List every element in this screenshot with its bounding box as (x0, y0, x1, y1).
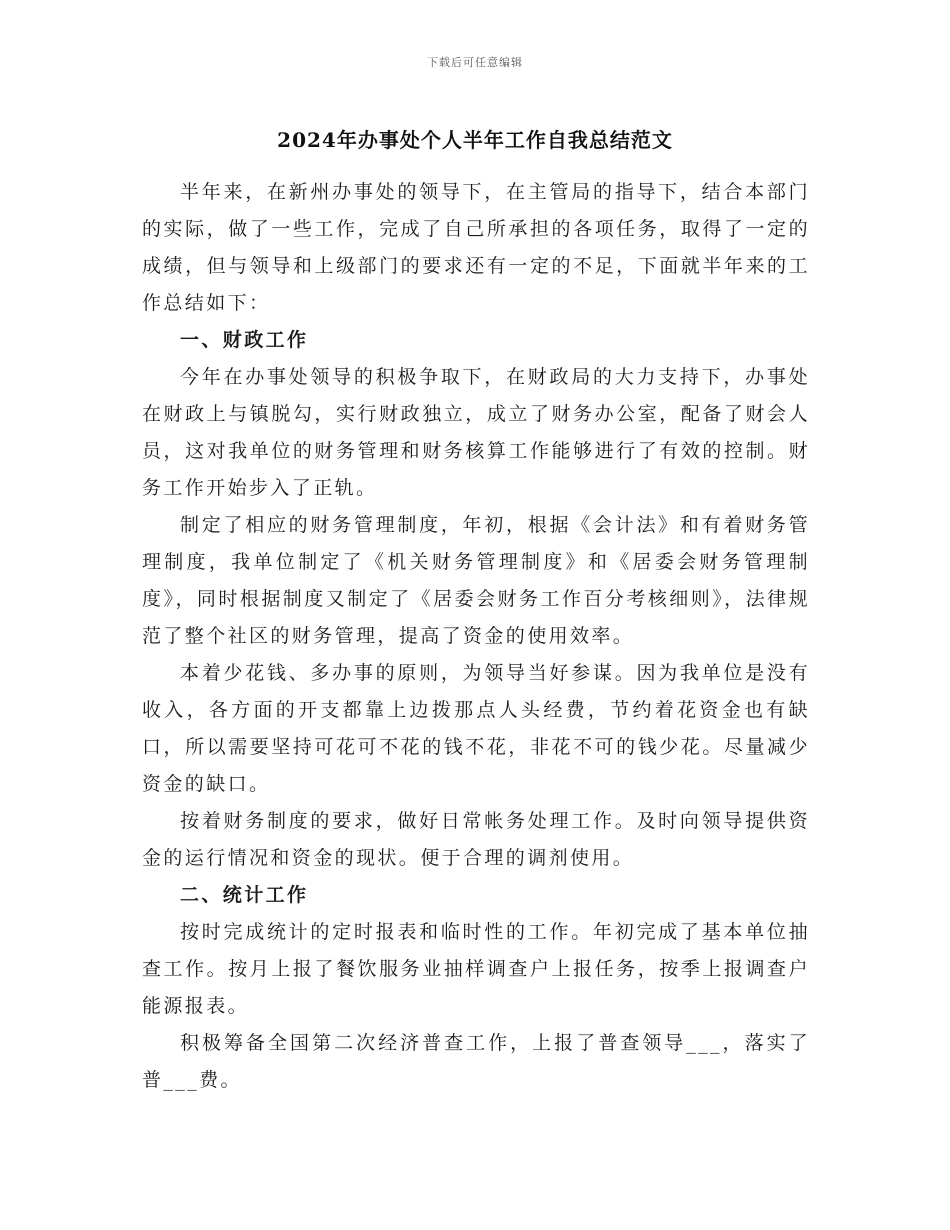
finance-paragraph-1: 今年在办事处领导的积极争取下，在财政局的大力支持下，办事处在财政上与镇脱勾，实行财政独立，成立了财务办公室，配备了财会人员，这对我单位的财务管理和财务核算工作能够进行了有效的控制。财务工作开始步入了正轨。 (142, 366, 810, 499)
section-heading-statistics: 二、统计工作 (180, 884, 309, 906)
statistics-paragraph-1: 按时完成统计的定时报表和临时性的工作。年初完成了基本单位抽查工作。按月上报了餐饮服务业抽样调查户上报任务，按季上报调查户能源报表。 (142, 921, 810, 1017)
section-heading-finance: 一、财政工作 (180, 329, 309, 351)
finance-paragraph-3: 本着少花钱、多办事的原则，为领导当好参谋。因为我单位是没有收入，各方面的开支都靠上边拨那点人头经费，节约着花资金也有缺口，所以需要坚持可花可不花的钱不花，非花不可的钱少花。尽量减少资金的缺口。 (142, 662, 810, 795)
header-note: 下载后可任意编辑 (427, 56, 523, 69)
finance-paragraph-2: 制定了相应的财务管理制度，年初，根据《会计法》和有着财务管理制度，我单位制定了《机关财务管理制度》和《居委会财务管理制度》，同时根据制度又制定了《居委会财务工作百分考核细则》，法律规范了整个社区的财务管理，提高了资金的使用效率。 (142, 514, 810, 647)
document-title: 2024年办事处个人半年工作自我总结范文 (277, 128, 673, 152)
statistics-paragraph-2: 积极筹备全国第二次经济普查工作，上报了普查领导___，落实了普___费。 (142, 1032, 810, 1091)
finance-paragraph-4: 按着财务制度的要求，做好日常帐务处理工作。及时向领导提供资金的运行情况和资金的现状。便于合理的调剂使用。 (142, 810, 810, 869)
intro-paragraph: 半年来，在新州办事处的领导下，在主管局的指导下，结合本部门的实际，做了一些工作，完成了自己所承担的各项任务，取得了一定的成绩，但与领导和上级部门的要求还有一定的不足，下面就半年来的工作总结如下： (142, 181, 810, 314)
document-body (142, 174, 810, 1099)
